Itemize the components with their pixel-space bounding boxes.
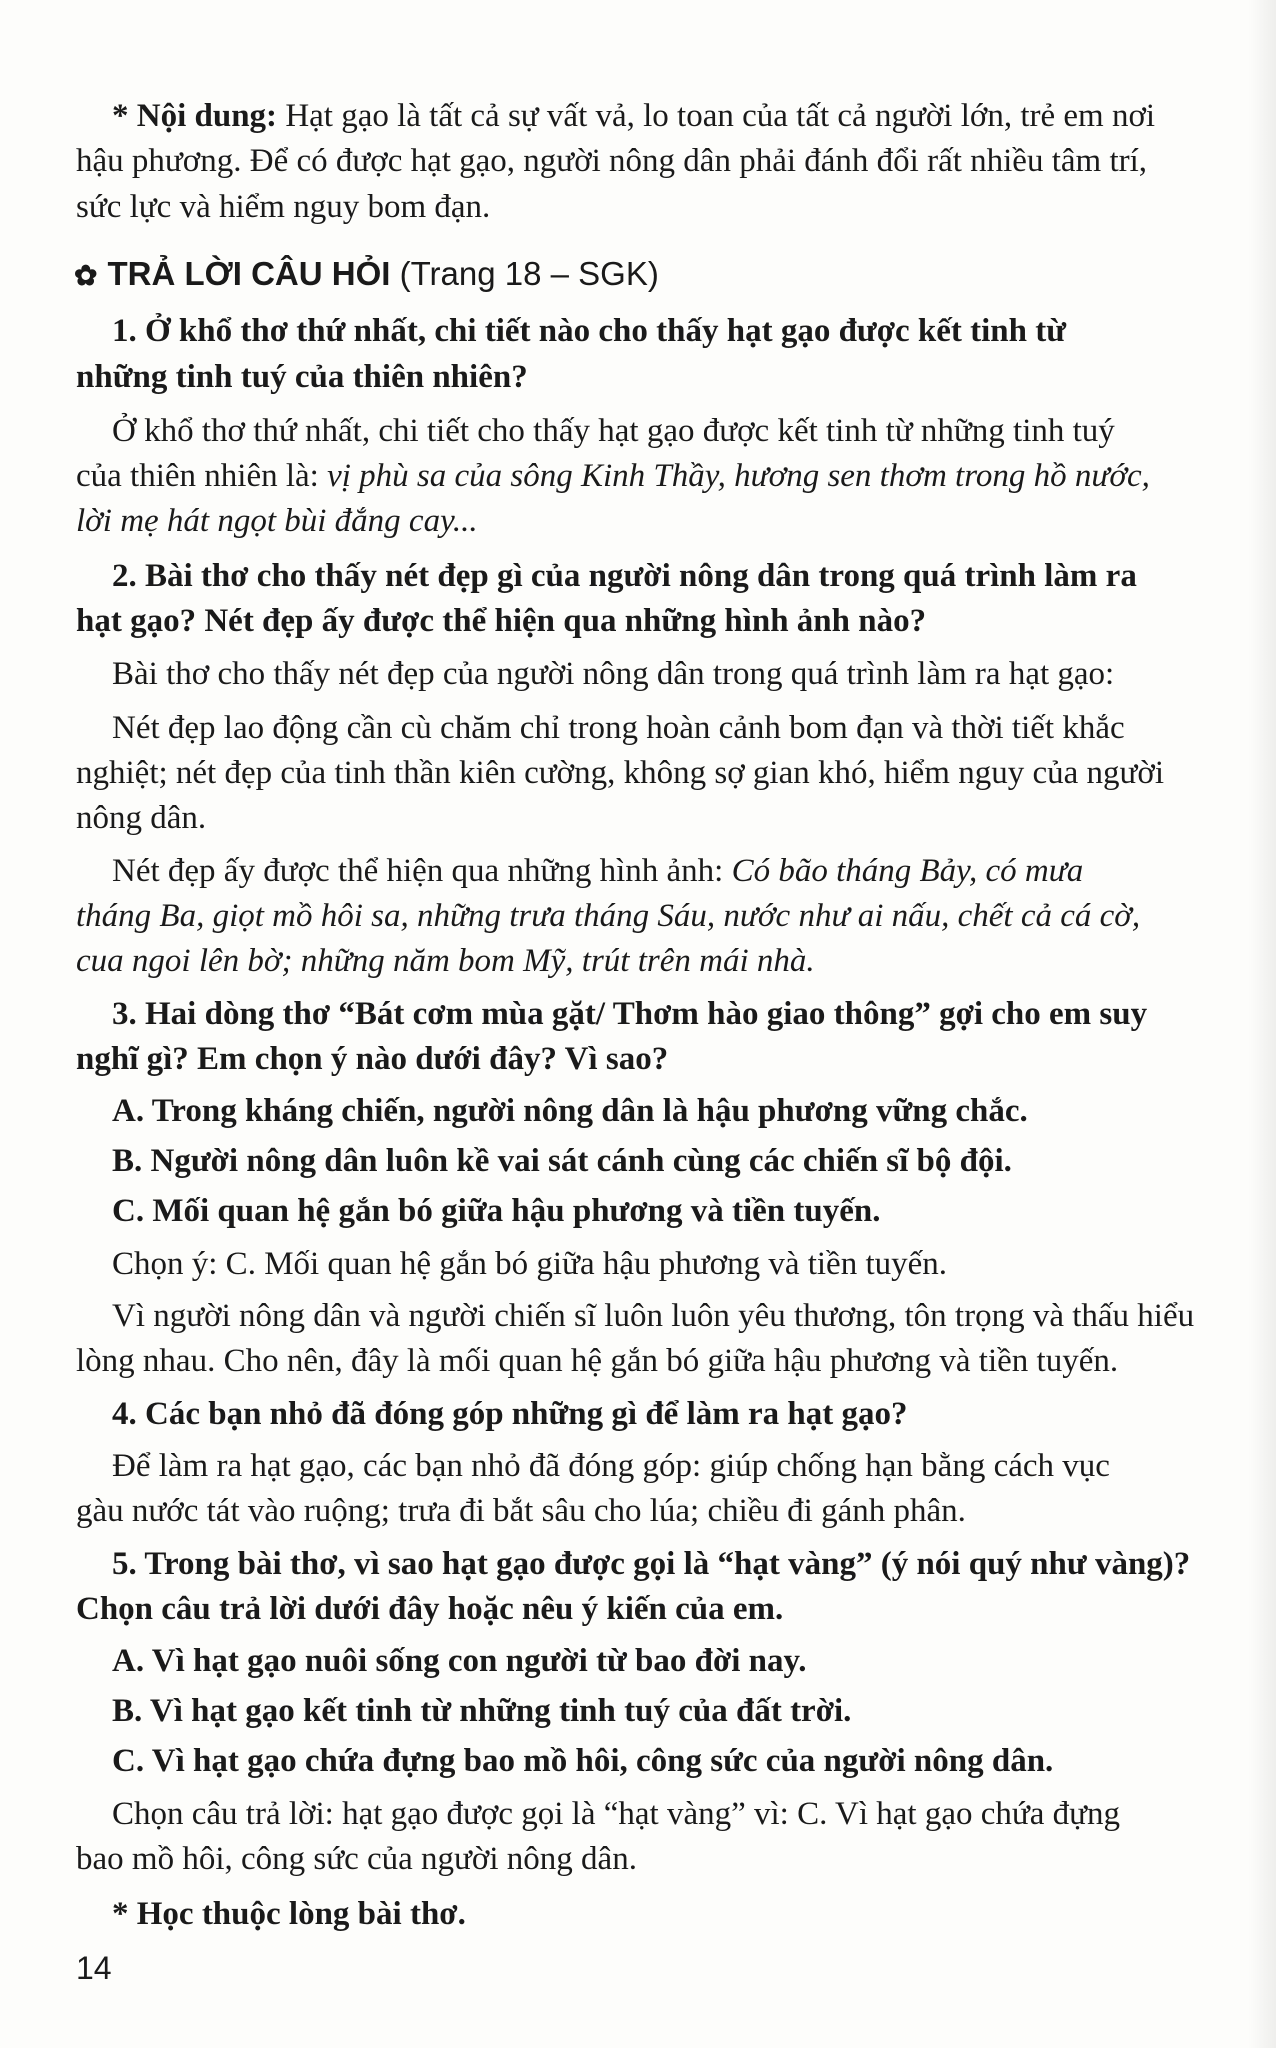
q3-why-1: Vì người nông dân và người chiến sĩ luôn luôn yêu thương, tôn trọng và thấu hiểu	[112, 1298, 1195, 1334]
q2-answer-intro: Bài thơ cho thấy nét đẹp của người nông dân trong quá trình làm ra hạt gạo:	[112, 656, 1115, 692]
q1-answer-3: lời mẹ hát ngọt bùi đắng cay...	[76, 503, 478, 539]
q1-answer-2	[76, 455, 1150, 497]
q4-answer-1: Để làm ra hạt gạo, các bạn nhỏ đã đóng góp: giúp chống hạn bằng cách vục	[112, 1448, 1110, 1484]
q2-answer-b-3: cua ngoi lên bờ; những năm bom Mỹ, trút trên mái nhà.	[76, 943, 815, 979]
section-heading	[74, 253, 659, 297]
q1-answer-2-italic: vị phù sa của sông Kinh Thầy, hương sen thơm trong hồ nước,	[327, 458, 1150, 494]
q5-option-a: A. Vì hạt gạo nuôi sống con người từ bao đời nay.	[112, 1643, 807, 1679]
section-ref: (Trang 18 – SGK)	[390, 255, 659, 292]
page-number: 14	[76, 1950, 112, 1986]
q5-answer-2: bao mồ hôi, công sức của người nông dân.	[76, 1841, 637, 1877]
content-line-1	[112, 95, 1155, 137]
q2-answer-b-2: tháng Ba, giọt mồ hôi sa, những trưa tháng Sáu, nước như ai nấu, chết cả cá cờ,	[76, 898, 1141, 934]
q1-line-2: những tinh tuý của thiên nhiên?	[76, 359, 528, 395]
q5-option-c: C. Vì hạt gạo chứa đựng bao mồ hôi, công sức của người nông dân.	[112, 1743, 1054, 1779]
q3-option-b: B. Người nông dân luôn kề vai sát cánh cùng các chiến sĩ bộ đội.	[112, 1143, 1012, 1179]
q5-option-b: B. Vì hạt gạo kết tinh từ những tinh tuý của đất trời.	[112, 1693, 852, 1729]
q2-answer-a-2: nghiệt; nét đẹp của tinh thần kiên cường, không sợ gian khó, hiểm nguy của người	[76, 755, 1165, 791]
content-lead: * Nội dung:	[112, 98, 278, 134]
q3-option-a: A. Trong kháng chiến, người nông dân là hậu phương vững chắc.	[112, 1093, 1028, 1129]
q2-answer-a-1: Nét đẹp lao động cần cù chăm chỉ trong hoàn cảnh bom đạn và thời tiết khắc	[112, 710, 1125, 746]
q3-why-2: lòng nhau. Cho nên, đây là mối quan hệ gắn bó giữa hậu phương và tiền tuyến.	[76, 1343, 1119, 1379]
q3-line-2: nghĩ gì? Em chọn ý nào dưới đây? Vì sao?	[76, 1041, 669, 1077]
q2-answer-a-3: nông dân.	[76, 800, 207, 836]
q3-option-c: C. Mối quan hệ gắn bó giữa hậu phương và tiền tuyến.	[112, 1193, 881, 1229]
q1-line-1: 1. Ở khổ thơ thứ nhất, chi tiết nào cho thấy hạt gạo được kết tinh từ	[112, 313, 1067, 349]
q5-line-1: 5. Trong bài thơ, vì sao hạt gạo được gọi là “hạt vàng” (ý nói quý như vàng)?	[112, 1546, 1191, 1582]
q5-answer-1: Chọn câu trả lời: hạt gạo được gọi là “hạt vàng” vì: C. Vì hạt gạo chứa đựng	[112, 1796, 1121, 1832]
q3-choice: Chọn ý: C. Mối quan hệ gắn bó giữa hậu phương và tiền tuyến.	[112, 1246, 948, 1282]
q3-line-1: 3. Hai dòng thơ “Bát cơm mùa gặt/ Thơm hào giao thông” gợi cho em suy	[112, 996, 1148, 1032]
content-line-2: hậu phương. Để có được hạt gạo, người nông dân phải đánh đổi rất nhiều tâm trí,	[76, 143, 1148, 179]
q2-answer-b-plain: Nét đẹp ấy được thể hiện qua những hình ảnh:	[112, 853, 732, 889]
section-title: TRẢ LỜI CÂU HỎI	[107, 255, 391, 292]
q4-answer-2: gàu nước tát vào ruộng; trưa đi bắt sâu cho lúa; chiều đi gánh phân.	[76, 1493, 966, 1529]
flower-icon: ✿	[74, 260, 98, 291]
q4-question: 4. Các bạn nhỏ đã đóng góp những gì để làm ra hạt gạo?	[112, 1396, 908, 1432]
q2-answer-b-1	[112, 850, 1083, 892]
page-edge-shadow	[1248, 0, 1276, 2048]
memorize-note: * Học thuộc lòng bài thơ.	[112, 1896, 466, 1932]
q2-line-1: 2. Bài thơ cho thấy nét đẹp gì của người nông dân trong quá trình làm ra	[112, 558, 1137, 594]
q2-answer-b-italic: Có bão tháng Bảy, có mưa	[731, 853, 1084, 889]
content-line-3: sức lực và hiểm nguy bom đạn.	[76, 189, 491, 225]
q1-answer-2-plain: của thiên nhiên là:	[76, 458, 328, 494]
q1-answer-1: Ở khổ thơ thứ nhất, chi tiết cho thấy hạt gạo được kết tinh từ những tinh tuý	[112, 413, 1115, 449]
q2-line-2: hạt gạo? Nét đẹp ấy được thể hiện qua những hình ảnh nào?	[76, 603, 927, 639]
q5-line-2: Chọn câu trả lời dưới đây hoặc nêu ý kiến của em.	[76, 1591, 784, 1627]
content-text-1: Hạt gạo là tất cả sự vất vả, lo toan của tất cả người lớn, trẻ em nơi	[277, 98, 1156, 134]
